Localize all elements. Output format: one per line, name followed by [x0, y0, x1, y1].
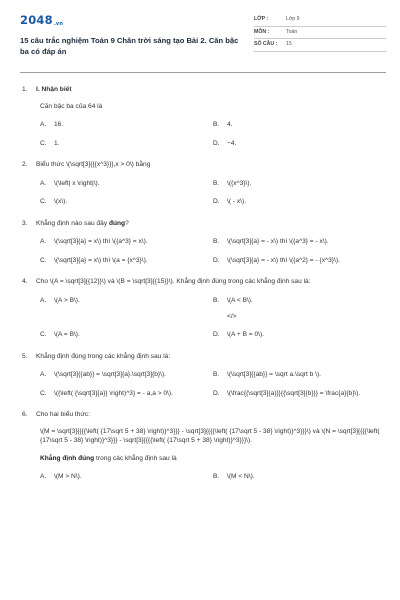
question-header [20, 219, 386, 229]
option-c[interactable] [40, 139, 213, 149]
option-text: \(\sqrt[3]{a} = - x\) thì \({a^3} = - x\). [227, 238, 329, 246]
option-letter: A. [40, 179, 47, 187]
logo-main: 2048 [20, 13, 53, 27]
option-text: \(\frac{{\sqrt[3]{a}}}{{\sqrt[3]{b}}} = \frac{a}{b}\). [227, 389, 361, 397]
option-text: \({\left( {\sqrt[3]{a}} \right)^3} = - a,a > 0\). [54, 389, 173, 397]
option-text: 4. [227, 121, 233, 129]
option-text: \(\sqrt[3]{{ab}} = \sqrt a.\sqrt b \). [227, 371, 322, 379]
logo-suffix: .vn [53, 21, 64, 28]
meta-value: Lớp 9 [286, 16, 300, 23]
question-text: I. Nhận biết [36, 86, 72, 93]
option-letter: D. [213, 331, 220, 339]
option-text: \(x\). [54, 198, 68, 206]
header-divider [20, 72, 386, 73]
option-c[interactable] [40, 197, 213, 207]
document-title: 15 câu trắc nghiệm Toán 9 Chân trời sáng tạo Bài 2. Căn bậc ba có đáp án [20, 35, 239, 56]
options-grid [20, 120, 386, 148]
option-letter: C. [40, 389, 47, 397]
question-text: Cho \(A = \sqrt[3]{{12}}\) và \(B = \sqrt[3]{{15}}\). Khẳng định đúng trong các khẳng định sau là: [36, 278, 311, 286]
question-body: Căn bậc ba của 64 là [40, 102, 103, 110]
question-number: 1. [22, 86, 28, 93]
question-number: 5. [22, 352, 28, 360]
question-body: \(M = \sqrt[3]{{{{\left( {17\sqrt 5 + 38} \right)}^3}}} - \sqrt[3]{{{{\left( {17\sqrt 5 - 38} \right)}^3}}}\) và \(N = \sqrt[3]{{{{\left( {17\sqrt 5 - 38} \right)}^3}}} - \sqrt[3]{{{{\left( {17\sqrt 5 + 38} \right)}^3}}}\). [40, 427, 380, 445]
option-letter: D. [213, 198, 220, 206]
meta-value: Toán [286, 28, 298, 35]
option-text: \( - x\). [227, 198, 247, 206]
option-a[interactable] [40, 179, 213, 189]
option-a[interactable] [40, 237, 213, 247]
meta-row-class [254, 14, 386, 27]
option-text: \(\sqrt[3]{a} = - x\) thì \({a^2} = - {x^3}\). [227, 256, 340, 264]
header-left [20, 10, 242, 64]
option-text: \(A > B\). [54, 297, 80, 305]
question-5 [20, 352, 386, 399]
option-c[interactable] [40, 389, 213, 399]
option-text: \(\sqrt[3]{a} = x\) thì \(a = {x^3}\). [54, 256, 148, 264]
option-d[interactable] [213, 330, 386, 340]
option-b[interactable] [213, 296, 386, 321]
options-grid [20, 296, 386, 340]
option-text: \(\left| x \right|\). [54, 179, 100, 187]
option-letter: C. [40, 139, 47, 147]
meta-label: MÔN : [254, 28, 270, 35]
option-letter: B. [213, 121, 220, 129]
option-b[interactable] [213, 237, 386, 247]
option-letter: B. [213, 297, 220, 305]
option-a[interactable] [40, 370, 213, 380]
options-grid [20, 370, 386, 398]
question-prompt [20, 454, 386, 464]
site-logo[interactable] [20, 12, 242, 29]
question-header [20, 410, 386, 420]
option-text: \(M > N\). [54, 473, 82, 481]
option-b[interactable] [213, 370, 386, 380]
meta-label: LỚP : [254, 16, 269, 23]
question-number: 4. [22, 278, 28, 286]
question-text-pre: Khẳng định nào sau đây [36, 219, 109, 227]
option-d[interactable] [213, 197, 386, 207]
option-text: 16. [54, 121, 64, 129]
option-d[interactable] [213, 389, 386, 399]
option-letter: C. [40, 256, 47, 264]
question-3 [20, 219, 386, 266]
question-6 [20, 410, 386, 482]
question-header [20, 277, 386, 287]
option-b[interactable] [213, 179, 386, 189]
option-letter: A. [40, 297, 47, 305]
worksheet-header [20, 10, 386, 64]
meta-table [254, 14, 386, 64]
option-letter: C. [40, 198, 47, 206]
option-letter: B. [213, 238, 220, 246]
question-header [20, 160, 386, 170]
option-letter: D. [213, 256, 220, 264]
option-a[interactable] [40, 296, 213, 321]
question-2 [20, 160, 386, 207]
option-text: −4. [227, 139, 237, 147]
question-text: Biểu thức \(\sqrt[3]{{{x^3}}},x > 0\) bằng [36, 161, 151, 169]
options-grid [20, 472, 386, 482]
option-letter: A. [40, 238, 47, 246]
option-text: \({x^3}\). [227, 179, 252, 187]
option-letter: C. [40, 331, 47, 339]
option-letter: A. [40, 473, 47, 481]
question-4 [20, 277, 386, 339]
option-text: \(M < N\). [227, 473, 255, 481]
question-number: 2. [22, 161, 28, 169]
option-text-line2: </> [227, 312, 237, 320]
option-text: 1. [54, 139, 60, 147]
question-text: Khẳng định đúng trong các khẳng định sau là: [36, 352, 171, 360]
question-number: 6. [22, 411, 28, 419]
meta-row-count [254, 39, 386, 52]
option-d[interactable] [213, 139, 386, 149]
option-text [227, 296, 386, 321]
option-text: \(A + B = 0\). [227, 331, 265, 339]
option-letter: A. [40, 121, 47, 129]
option-letter: B. [213, 371, 220, 379]
option-b[interactable] [213, 120, 386, 130]
option-c[interactable] [40, 256, 213, 266]
option-text-line1: \(A < B\). [227, 297, 253, 305]
option-text: \(A = B\). [54, 331, 80, 339]
question-text: Cho hai biểu thức: [36, 411, 90, 419]
meta-row-subject [254, 27, 386, 40]
option-a[interactable] [40, 120, 213, 130]
meta-label: SỐ CÂU : [254, 41, 278, 48]
question-text [36, 219, 386, 229]
question-number: 3. [22, 219, 28, 227]
question-header [20, 352, 386, 362]
option-text: \(\sqrt[3]{{ab}} = \sqrt[3]{a}.\sqrt[3]{b}\). [54, 371, 166, 379]
option-b[interactable] [213, 472, 386, 482]
question-header [20, 85, 386, 95]
option-a[interactable] [40, 472, 213, 482]
options-grid [20, 237, 386, 265]
question-text-post: ? [125, 219, 129, 227]
option-letter: B. [213, 473, 220, 481]
option-letter: B. [213, 179, 220, 187]
question-text-emphasis: đúng [108, 219, 126, 227]
option-letter: A. [40, 371, 47, 379]
option-text: \(\sqrt[3]{a} = x\) thì \({a^3} = x\). [54, 238, 148, 246]
question-prompt-text: trong các khẳng định sau là [94, 454, 177, 462]
option-c[interactable] [40, 330, 213, 340]
option-letter: D. [213, 389, 220, 397]
meta-value: 15 [286, 41, 292, 48]
question-prompt-emphasis: Khẳng định đúng [40, 454, 95, 462]
question-1 [20, 85, 386, 148]
options-grid [20, 179, 386, 207]
option-letter: D. [213, 139, 220, 147]
option-d[interactable] [213, 256, 386, 266]
